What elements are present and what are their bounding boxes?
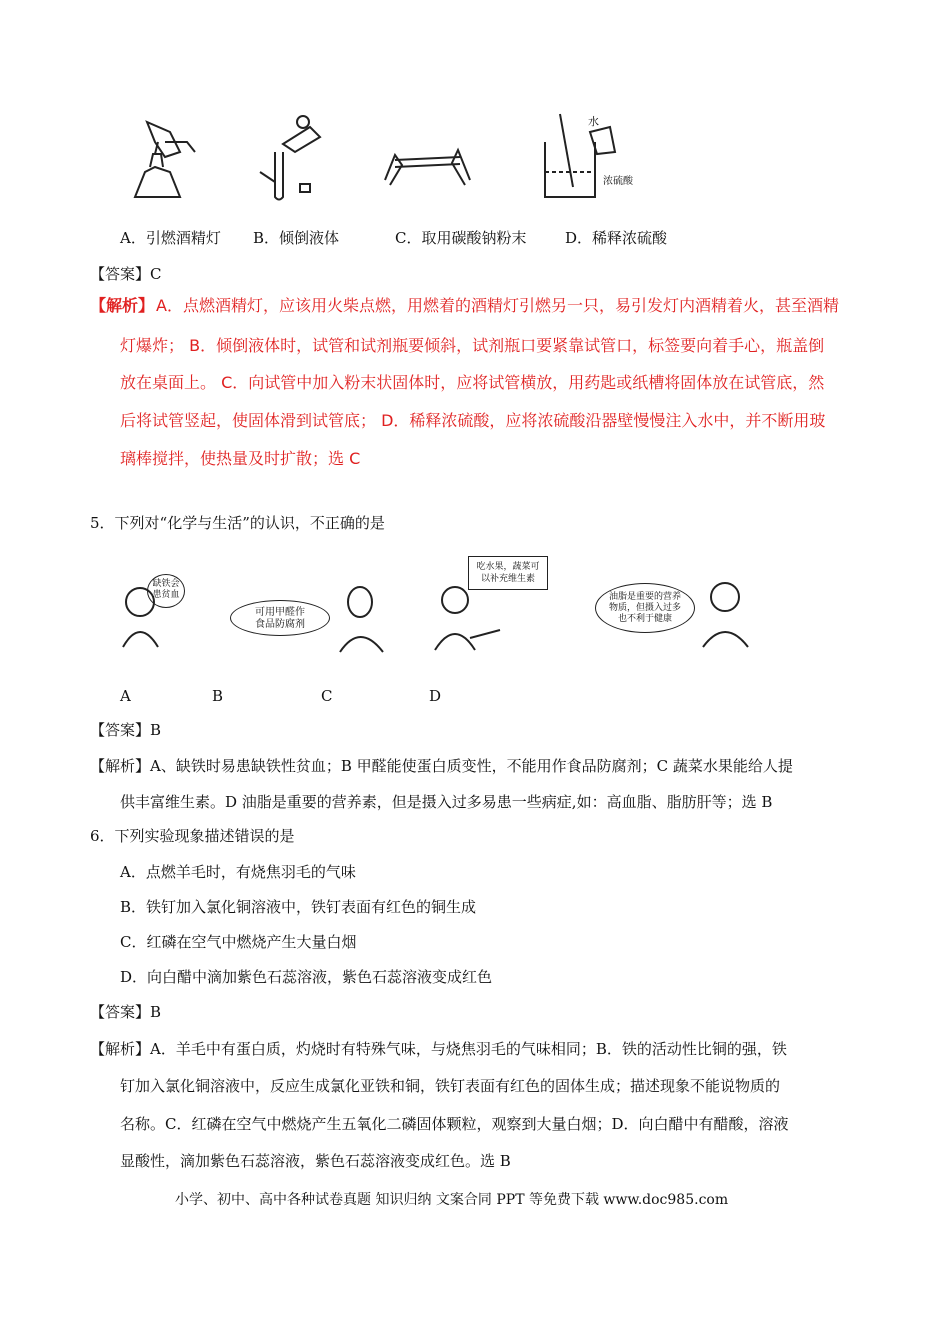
q4-analysis-line: 放在桌面上。 C．向试管中加入粉末状固体时，应将试管横放，用药匙或纸槽将固体放在试管底，然 (120, 373, 825, 392)
q5-figure-person-c (430, 578, 510, 653)
lab-figure-pouring-liquid (255, 112, 330, 202)
lab-figure-powder (380, 135, 475, 190)
q4-analysis-tag: 【解析】 (90, 296, 155, 315)
q5-answer: 【答案】B (90, 721, 162, 739)
q5-label-c: C (321, 687, 333, 705)
q4-option-b: B．倾倒液体 (253, 229, 340, 247)
q6-analysis-line: 【解析】A．羊毛中有蛋白质，灼烧时有特殊气味，与烧焦羽毛的气味相同；B．铁的活动性比铜的强，铁 (90, 1040, 787, 1058)
q5-figure-person-b (335, 580, 390, 655)
q4-analysis-line: 后将试管竖起，使固体滑到试管底； D．稀释浓硫酸，应将浓硫酸沿器壁慢慢注入水中，并不断用玻 (120, 411, 826, 430)
figure-label-water: 水 (588, 115, 599, 128)
q6-option-a: A．点燃羊毛时，有烧焦羽毛的气味 (120, 863, 356, 881)
q5-label-d: D (429, 687, 442, 705)
q5-bubble-a: 缺铁会 患贫血 (147, 574, 185, 608)
q4-answer: 【答案】C (90, 265, 162, 283)
page-footer: 小学、初中、高中各种试卷真题 知识归纳 文案合同 PPT 等免费下载 www.doc985.com (175, 1192, 729, 1208)
q6-analysis-line: 显酸性，滴加紫色石蕊溶液，紫色石蕊溶液变成红色。选 B (120, 1152, 511, 1170)
q6-analysis-line: 钉加入氯化铜溶液中，反应生成氯化亚铁和铜，铁钉表面有红色的固体生成；描述现象不能说物质的 (120, 1077, 781, 1095)
q4-analysis-line: A．点燃酒精灯，应该用火柴点燃，用燃着的酒精灯引燃另一只，易引发灯内酒精着火，甚至酒精 (156, 296, 839, 315)
q6-option-d: D．向白醋中滴加紫色石蕊溶液，紫色石蕊溶液变成红色 (120, 968, 493, 986)
q5-analysis-line: 供丰富维生素。D 油脂是重要的营养素，但是摄入过多易患一些病症,如：高血脂、脂肪肝等；选 B (120, 793, 773, 811)
q6-option-c: C．红磷在空气中燃烧产生大量白烟 (120, 933, 357, 951)
q6-answer: 【答案】B (90, 1003, 162, 1021)
q4-option-a: A．引燃酒精灯 (120, 229, 221, 247)
q5-bubble-d: 油脂是重要的营养 物质，但摄入过多 也不利于健康 (595, 583, 695, 633)
q4-option-c: C．取用碳酸钠粉末 (395, 229, 527, 247)
figure-label-acid: 浓硫酸 (603, 176, 633, 187)
q6-option-b: B．铁钉加入氯化铜溶液中，铁钉表面有红色的铜生成 (120, 898, 477, 916)
lab-figure-alcohol-lamp (125, 112, 200, 202)
q4-option-d: D．稀释浓硫酸 (565, 229, 668, 247)
q5-label-b: B (212, 687, 224, 705)
q6-analysis-line: 名称。C．红磷在空气中燃烧产生五氧化二磷固体颗粒，观察到大量白烟；D．向白醋中有醋酸，溶液 (120, 1115, 789, 1133)
q4-analysis-line: 璃棒搅拌，使热量及时扩散；选 C (120, 449, 361, 468)
q5-label-a: A (120, 687, 131, 705)
q5-question: 5．下列对“化学与生活”的认识，不正确的是 (90, 514, 385, 532)
q5-bubble-c: 吃水果，蔬菜可 以补充维生素 (468, 556, 548, 590)
q5-bubble-b: 可用甲醛作 食品防腐剂 (230, 600, 330, 636)
q5-figure-person-d (698, 575, 753, 650)
q6-question: 6．下列实验现象描述错误的是 (90, 827, 295, 845)
q5-analysis-line: 【解析】A、缺铁时易患缺铁性贫血；B 甲醛能使蛋白质变性，不能用作食品防腐剂；C 蔬菜水果能给人提 (90, 757, 793, 775)
q4-analysis-line: 灯爆炸； B．倾倒液体时，试管和试剂瓶要倾斜，试剂瓶口要紧靠试管口，标签要向着手心，瓶盖倒 (120, 336, 825, 355)
